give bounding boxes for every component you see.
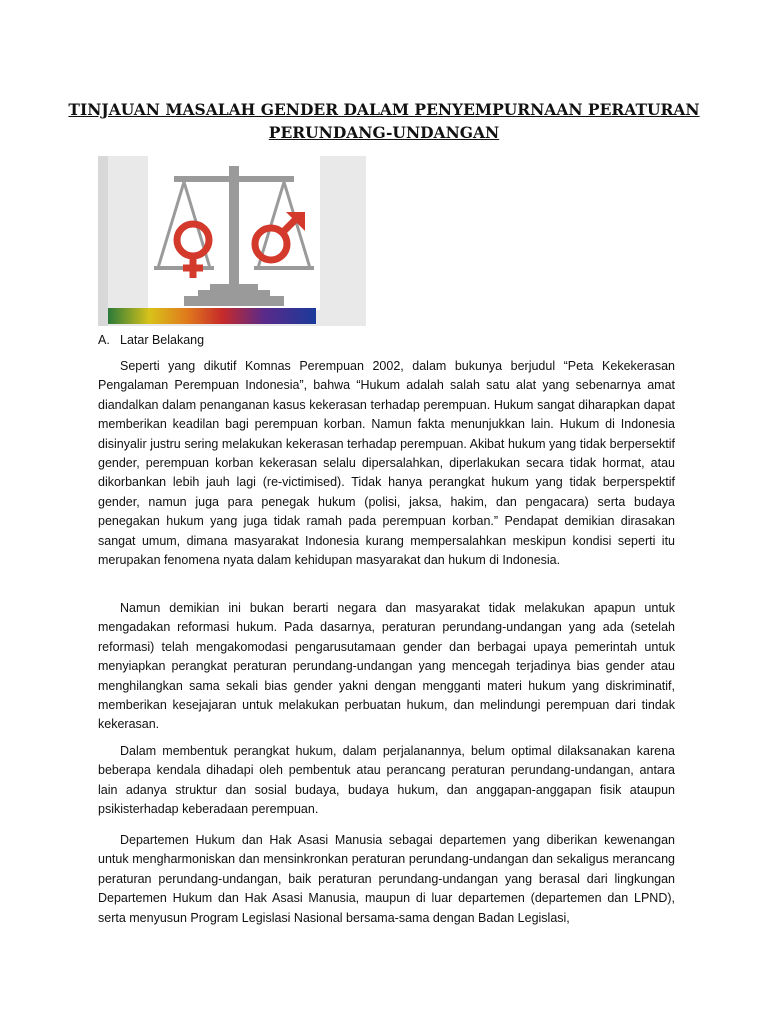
paragraph-2: Namun demikian ini bukan berarti negara dan masyarakat tidak melakukan apapun untuk mengadakan reformasi hukum. Pada dasarnya, peraturan perundang-undangan yang ada (setelah reformasi) telah mengakomodasi pengarusutamaan gender dan berbagai upaya pemerintah untuk menyiapkan perangkat peraturan perundang-undangan yang mencegah terjadinya bias gender atau menghilangkan sama sekali bias gender yakni dengan mengganti materi hukum yang diskriminatif, memberikan kesejajaran untuk melakukan perbuatan hukum, dan melindungi perempuan dari tindak kekerasan. xyxy=(98,601,675,732)
section-heading xyxy=(98,332,204,348)
gender-scale-image xyxy=(98,156,366,326)
section-letter: A. xyxy=(98,333,110,347)
paragraph-3: Dalam membentuk perangkat hukum, dalam perjalanannya, belum optimal dilaksanakan karena beberapa kendala dihadapi oleh pembentuk atau perancang peraturan perundang-undangan, antara lain adanya struktur dan sosial budaya, budaya hukum, dan anggapan-anggapan fisik ataupun psikisterhadap keberadaan perempuan. xyxy=(98,744,675,817)
title-line-2: PERUNDANG-UNDANGAN xyxy=(268,123,500,142)
document-title xyxy=(60,98,708,144)
title-line-1: TINJAUAN MASALAH GENDER DALAM PENYEMPURNAAN PERATURAN xyxy=(68,100,700,119)
paragraph-1: Seperti yang dikutif Komnas Perempuan 2002, dalam bukunya berjudul “Peta Kekekerasan Pengalaman Perempuan Indonesia”, bahwa “Hukum adalah salah satu alat yang sebenarnya amat diandalkan dalam penanganan kasus kekerasan terhadap perempuan. Hukum sangat diharapkan dapat memberikan keadilan bagi perempuan korban. Namun fakta menunjukkan lain. Hukum di Indonesia disinyalir justru sering melakukan kekerasan terhadap perempuan. Akibat hukum yang tidak berpersektif gender, perempuan korban kekerasan selalu dipersalahkan, diperlakukan secara tidak hormat, atau dikorbankan lebih jauh lagi (re-victimised). Tidak hanya perangkat hukum yang tidak berperspektif gender, namun juga para penegak hukum (polisi, jaksa, hakim, dan pengacara) serta budaya penegakan hukum yang juga tidak ramah pada perempuan korban.” Pendapat demikian dirasakan sangat umum, dimana masyarakat Indonesia kurang mempersalahkan meskipun kondisi seperti itu merupakan fenomena nyata dalam kehidupan masyarakat dan hukum di Indonesia. xyxy=(98,359,675,568)
section-title: Latar Belakang xyxy=(120,333,205,347)
gender-justice-scale-icon xyxy=(98,156,366,326)
paragraph-4: Departemen Hukum dan Hak Asasi Manusia sebagai departemen yang diberikan kewenangan untuk mengharmoniskan dan mensinkronkan peraturan perundang-undangan dan sekaligus merancang peraturan perundang-undangan, baik peraturan perundang-undangan yang berasal dari lingkungan Departemen Hukum dan Hak Asasi Manusia, maupun di luar departemen (departemen dan LPND), serta menyusun Program Legislasi Nasional bersama-sama dengan Badan Legislasi, xyxy=(98,833,675,925)
